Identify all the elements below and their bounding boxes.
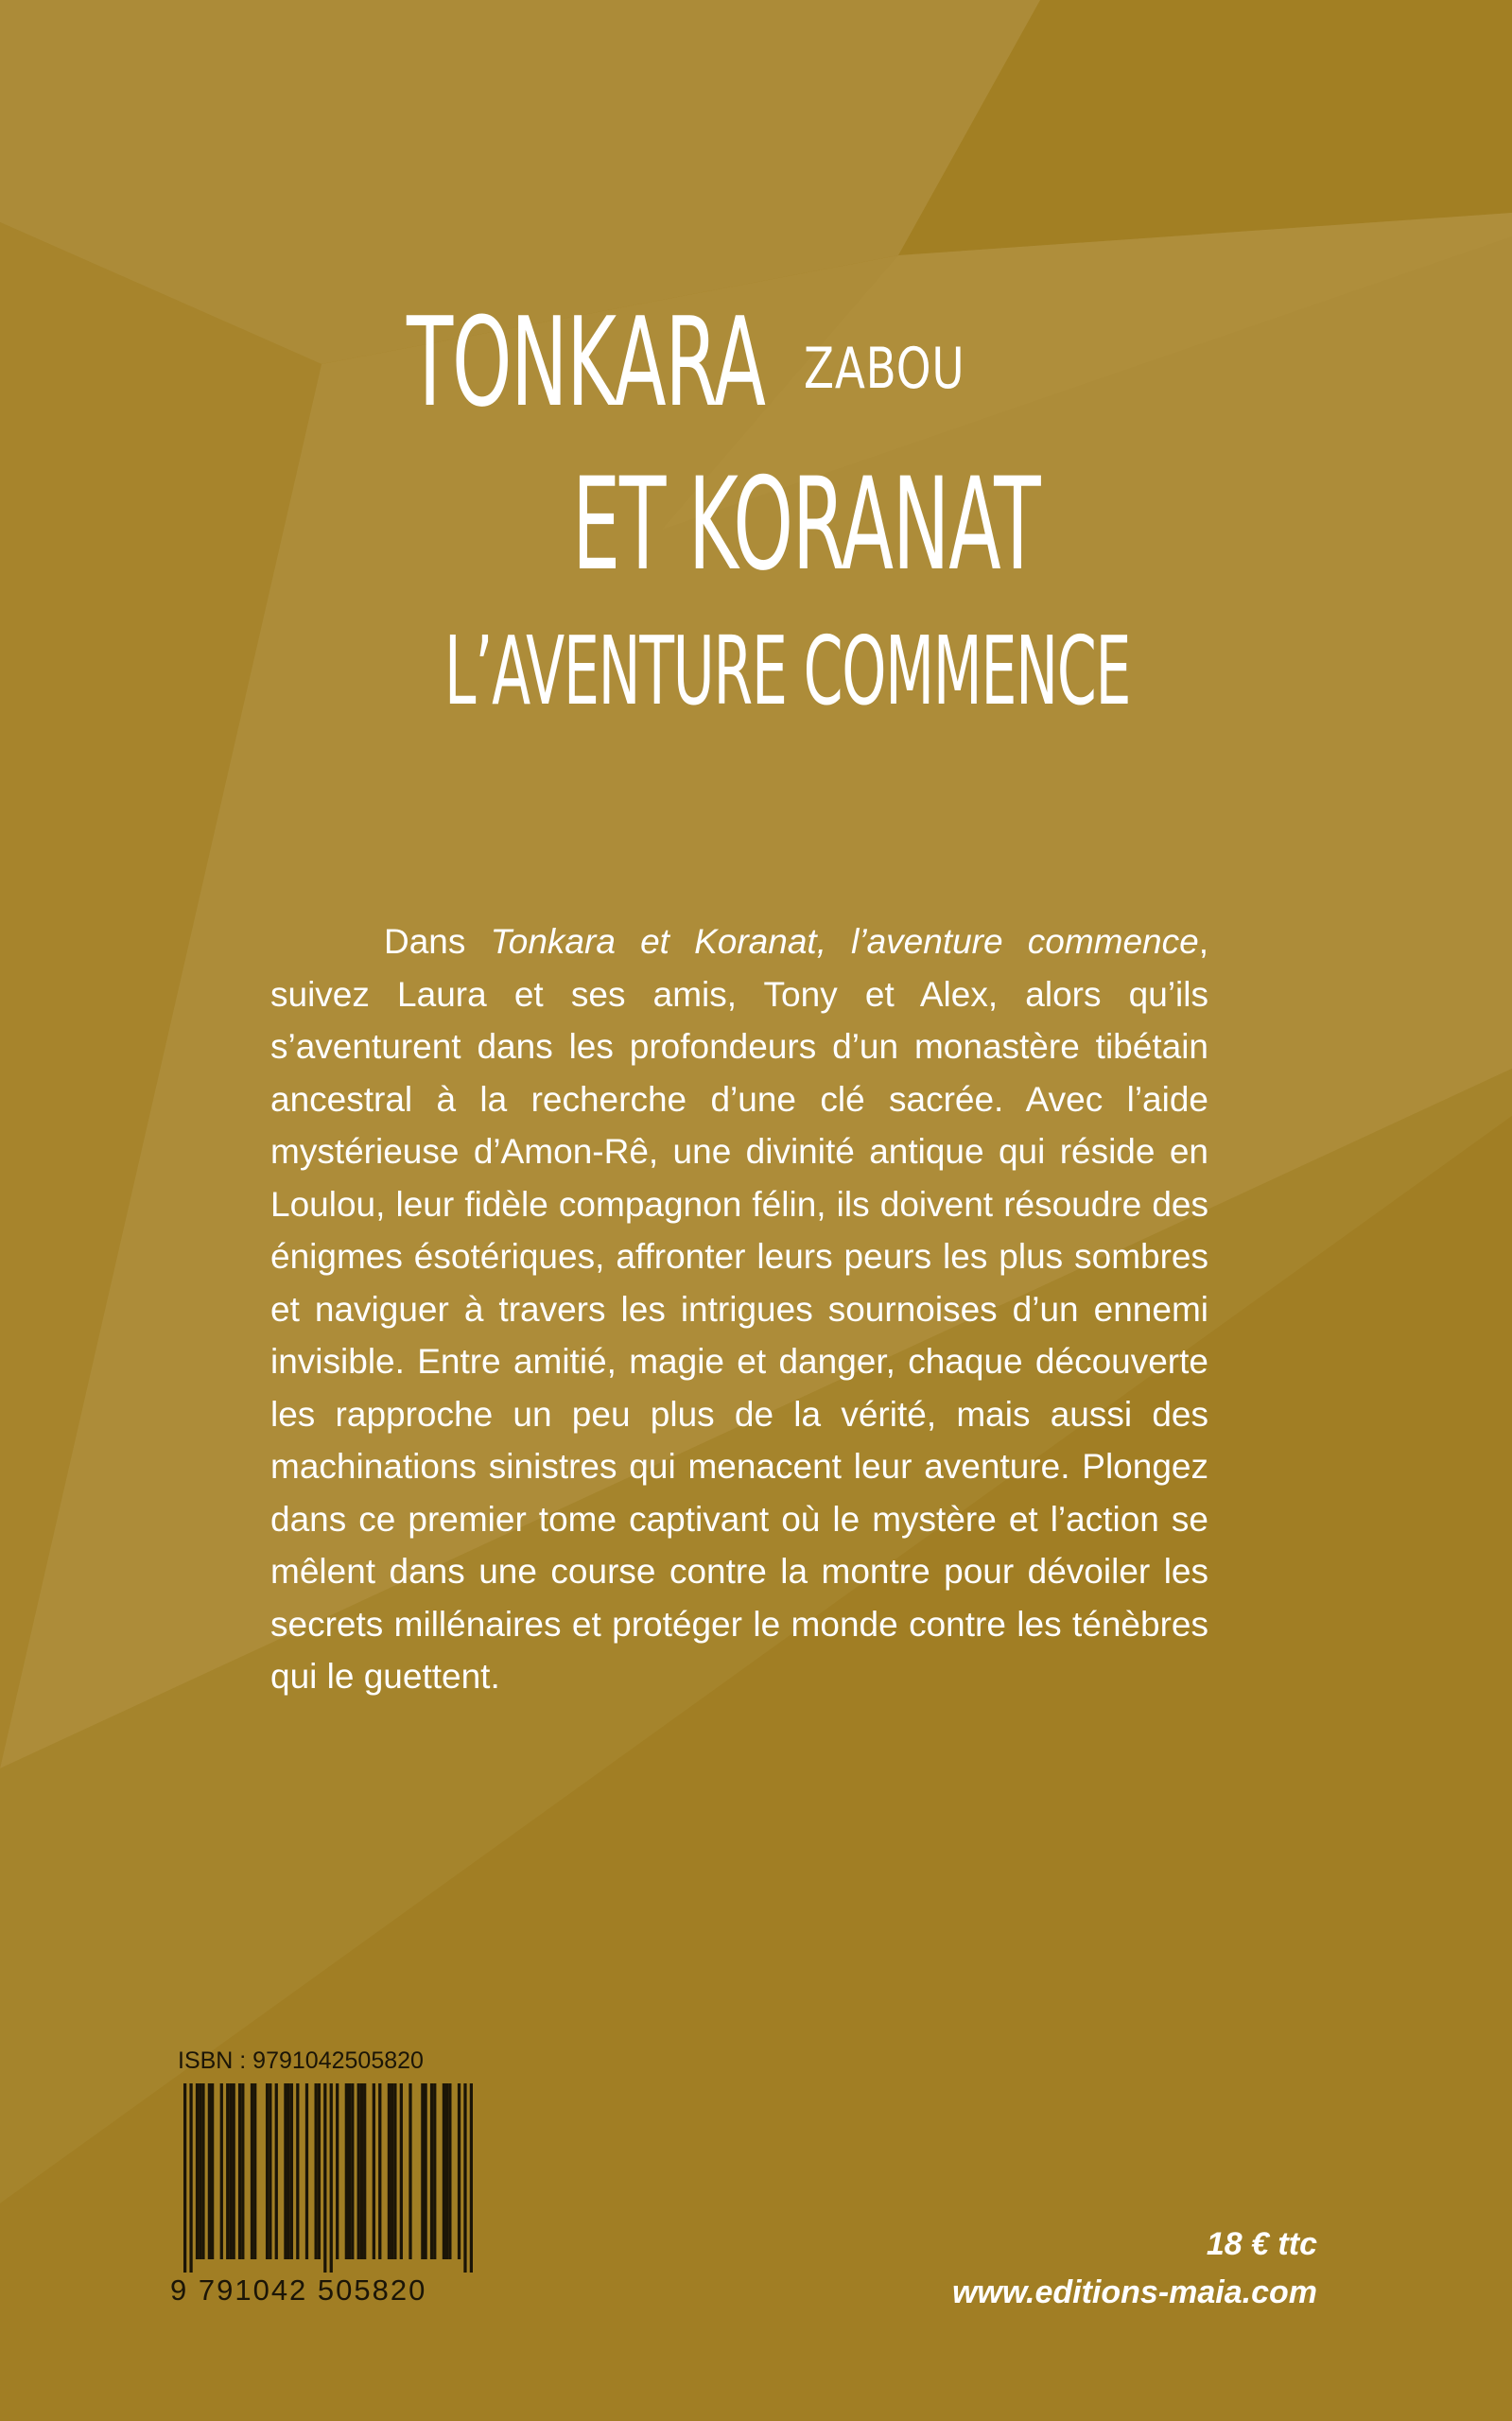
- blurb-intro: Dans: [384, 922, 491, 961]
- barcode-bar: [360, 2083, 363, 2259]
- barcode-bar: [284, 2083, 287, 2259]
- barcode-bar: [445, 2083, 448, 2259]
- blurb-book-title: Tonkara et Koranat, l’aventure commence: [490, 922, 1199, 961]
- barcode-bar: [373, 2083, 375, 2259]
- barcode-bar: [226, 2083, 229, 2259]
- barcode-bar: [229, 2083, 232, 2259]
- barcode-bar: [269, 2083, 271, 2259]
- barcode-bar: [388, 2083, 391, 2259]
- barcode-bar: [393, 2083, 396, 2259]
- barcode-bar: [458, 2083, 461, 2259]
- barcode-bar: [424, 2083, 426, 2259]
- barcode-digits: 9 791042 505820: [170, 2273, 427, 2307]
- barcode-bar: [318, 2083, 321, 2259]
- title-line-1: TONKARA: [407, 290, 765, 434]
- barcode-bar: [348, 2083, 351, 2259]
- barcode-bar: [211, 2083, 214, 2259]
- barcode-bar: [208, 2083, 211, 2259]
- barcode-bar: [323, 2083, 326, 2273]
- barcode-bar: [330, 2083, 333, 2273]
- barcode-bar: [233, 2083, 235, 2259]
- barcode-bar: [287, 2083, 290, 2259]
- barcode-bar: [430, 2083, 433, 2259]
- barcode-bar: [251, 2083, 253, 2259]
- barcode-bar: [253, 2083, 256, 2259]
- barcode-bar: [448, 2083, 451, 2259]
- barcode-bar: [357, 2083, 360, 2259]
- blurb-body: , suivez Laura et ses amis, Tony et Alex, alors qu’ils s’aventurent dans les profondeurs d’un monastère tibétain ancestral à la recherche d’une clé sacrée. Avec l’aide mystérieuse d’Amon-Rê, une divinité antique qui réside en Loulou, leur fidèle compagnon félin, ils doivent résoudre des énigmes ésotériques, affronter leurs peurs les plus sombres et naviguer à travers les intrigues sournoises d’un ennemi invisible. Entre amitié, magie et danger, chaque découverte les rapproche un peu plus de la vérité, mais aussi des machinations sinistres qui menacent leur aventure. Plongez dans ce premier tome captivant où le mystère et l’action se mêlent dans une course contre la montre pour dévoiler les secrets millénaires et protéger le monde contre les ténèbres qui le guettent.: [270, 922, 1208, 1696]
- publisher-website[interactable]: www.editions-maia.com: [951, 2274, 1317, 2310]
- barcode-bar: [189, 2083, 192, 2273]
- barcode-bar: [199, 2083, 201, 2259]
- barcode-bar: [470, 2083, 473, 2273]
- barcode-bar: [196, 2083, 199, 2259]
- price: 18 € ttc: [1206, 2226, 1317, 2262]
- barcode-bar: [433, 2083, 436, 2259]
- barcode-bar: [408, 2083, 411, 2259]
- barcode-bar: [220, 2083, 223, 2259]
- barcode-bar: [421, 2083, 424, 2259]
- barcode-bar: [391, 2083, 393, 2259]
- subtitle: L’AVENTURE COMMENCE: [444, 616, 1131, 726]
- barcode-bar: [201, 2083, 204, 2259]
- barcode-bar: [336, 2083, 339, 2259]
- barcode-bar: [400, 2083, 403, 2259]
- barcode-bar: [315, 2083, 318, 2259]
- barcode-bar: [275, 2083, 278, 2259]
- barcode-bar: [296, 2083, 299, 2259]
- author-name: ZABOU: [804, 336, 965, 402]
- barcode-bar: [345, 2083, 348, 2259]
- blurb-paragraph: [270, 915, 1208, 1703]
- barcode-bar: [290, 2083, 293, 2259]
- title-line-2: ET KORANAT: [572, 450, 1040, 599]
- barcode-bar: [241, 2083, 244, 2259]
- barcode-bar: [305, 2083, 308, 2259]
- barcode: [170, 2083, 473, 2273]
- barcode-bar: [463, 2083, 466, 2273]
- isbn-label: ISBN : 9791042505820: [178, 2047, 424, 2074]
- barcode-bar: [238, 2083, 241, 2259]
- barcode-bar: [443, 2083, 445, 2259]
- barcode-bar: [378, 2083, 381, 2259]
- barcode-bar: [183, 2083, 186, 2273]
- barcode-bar: [363, 2083, 366, 2259]
- barcode-bar: [351, 2083, 354, 2259]
- barcode-bar: [266, 2083, 269, 2259]
